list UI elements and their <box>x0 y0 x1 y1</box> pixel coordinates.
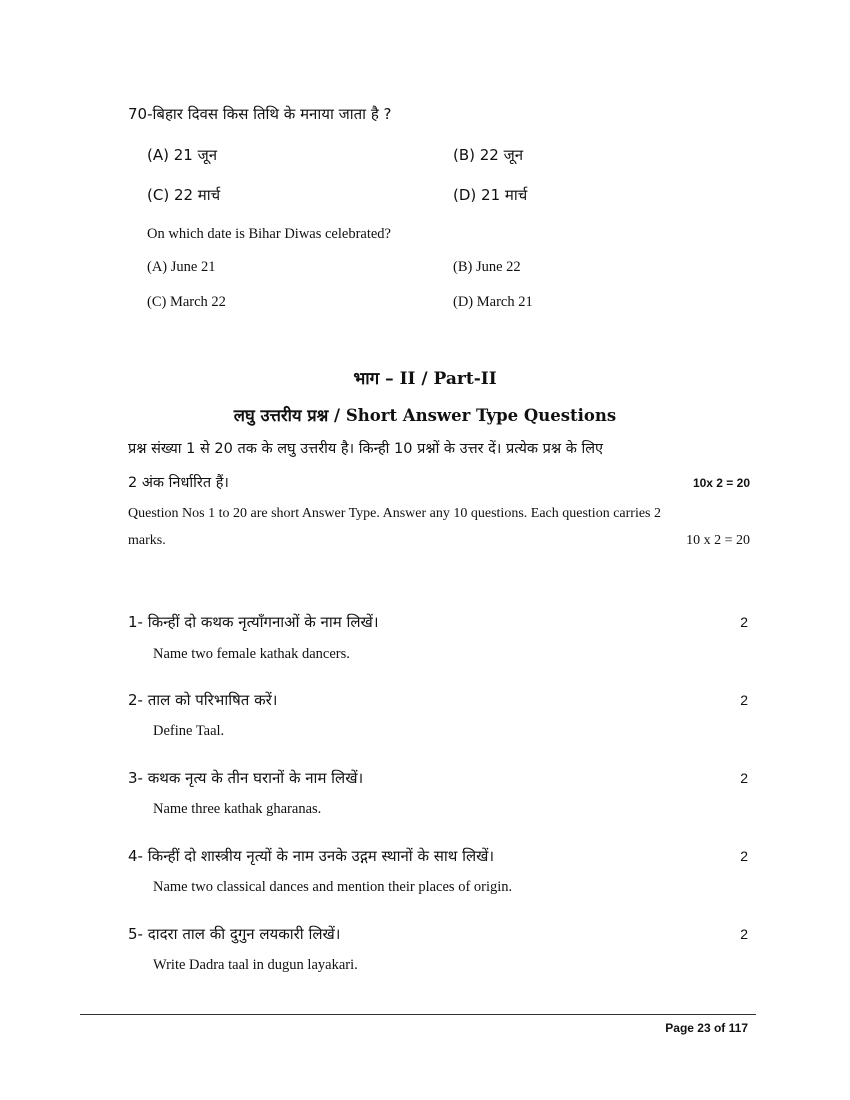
part-subtitle: लघु उत्तरीय प्रश्न / Short Answer Type Questions <box>233 406 617 425</box>
footer-divider <box>80 1014 756 1015</box>
question-1-hindi: 1- किन्हीं दो कथक नृत्याँगनाओं के नाम लिखें। <box>128 613 379 631</box>
question-4-english: Name two classical dances and mention their places of origin. <box>153 879 513 895</box>
question-2-marks: 2 <box>740 692 748 708</box>
question-4-marks: 2 <box>740 848 748 864</box>
instructions-hindi-line2: 2 अंक निर्धारित हैं। <box>128 475 229 491</box>
q70-hindi-option-d: (D) 21 मार्च <box>453 186 528 204</box>
question-2-hindi: 2- ताल को परिभाषित करें। <box>128 691 278 709</box>
q70-hindi: 70-बिहार दिवस किस तिथि के मनाया जाता है ? <box>128 105 392 123</box>
q70-hindi-option-c: (C) 22 मार्च <box>147 186 221 204</box>
page-number: Page 23 of 117 <box>665 1021 748 1035</box>
q70-english-option-a: (A) June 21 <box>147 259 216 275</box>
part-title: भाग – II / Part-II <box>353 369 497 389</box>
instructions-english-line2: marks. <box>128 533 166 548</box>
question-3-english: Name three kathak gharanas. <box>153 801 322 817</box>
q70-hindi-option-a: (A) 21 जून <box>147 146 218 164</box>
instructions-hindi-line1: प्रश्न संख्या 1 से 20 तक के लघु उत्तरीय है। किन्ही 10 प्रश्नों के उत्तर दें। प्रत्येक प्रश्न के लिए <box>128 441 604 457</box>
question-2-english: Define Taal. <box>153 723 225 739</box>
instructions-english-line1: Question Nos 1 to 20 are short Answer Type. Answer any 10 questions. Each question carries 2 <box>128 506 661 521</box>
question-3-hindi: 3- कथक नृत्य के तीन घरानों के नाम लिखें। <box>128 769 364 787</box>
instructions-english-marks: 10 x 2 = 20 <box>686 533 750 548</box>
q70-english-option-b: (B) June 22 <box>453 259 521 275</box>
question-1-english: Name two female kathak dancers. <box>153 646 350 662</box>
question-4-hindi: 4- किन्हीं दो शास्त्रीय नृत्यों के नाम उनके उद्गम स्थानों के साथ लिखें। <box>128 847 495 865</box>
q70-hindi-option-b: (B) 22 जून <box>453 146 524 164</box>
question-3-marks: 2 <box>740 770 748 786</box>
q70-english: On which date is Bihar Diwas celebrated? <box>147 226 391 242</box>
q70-english-option-c: (C) March 22 <box>147 294 226 310</box>
q70-english-option-d: (D) March 21 <box>453 294 533 310</box>
question-5-marks: 2 <box>740 926 748 942</box>
question-1-marks: 2 <box>740 614 748 630</box>
instructions-hindi-marks: 10x 2 = 20 <box>692 476 750 490</box>
question-5-english: Write Dadra taal in dugun layakari. <box>153 957 358 973</box>
question-5-hindi: 5- दादरा ताल की दुगुन लयकारी लिखें। <box>128 925 341 943</box>
